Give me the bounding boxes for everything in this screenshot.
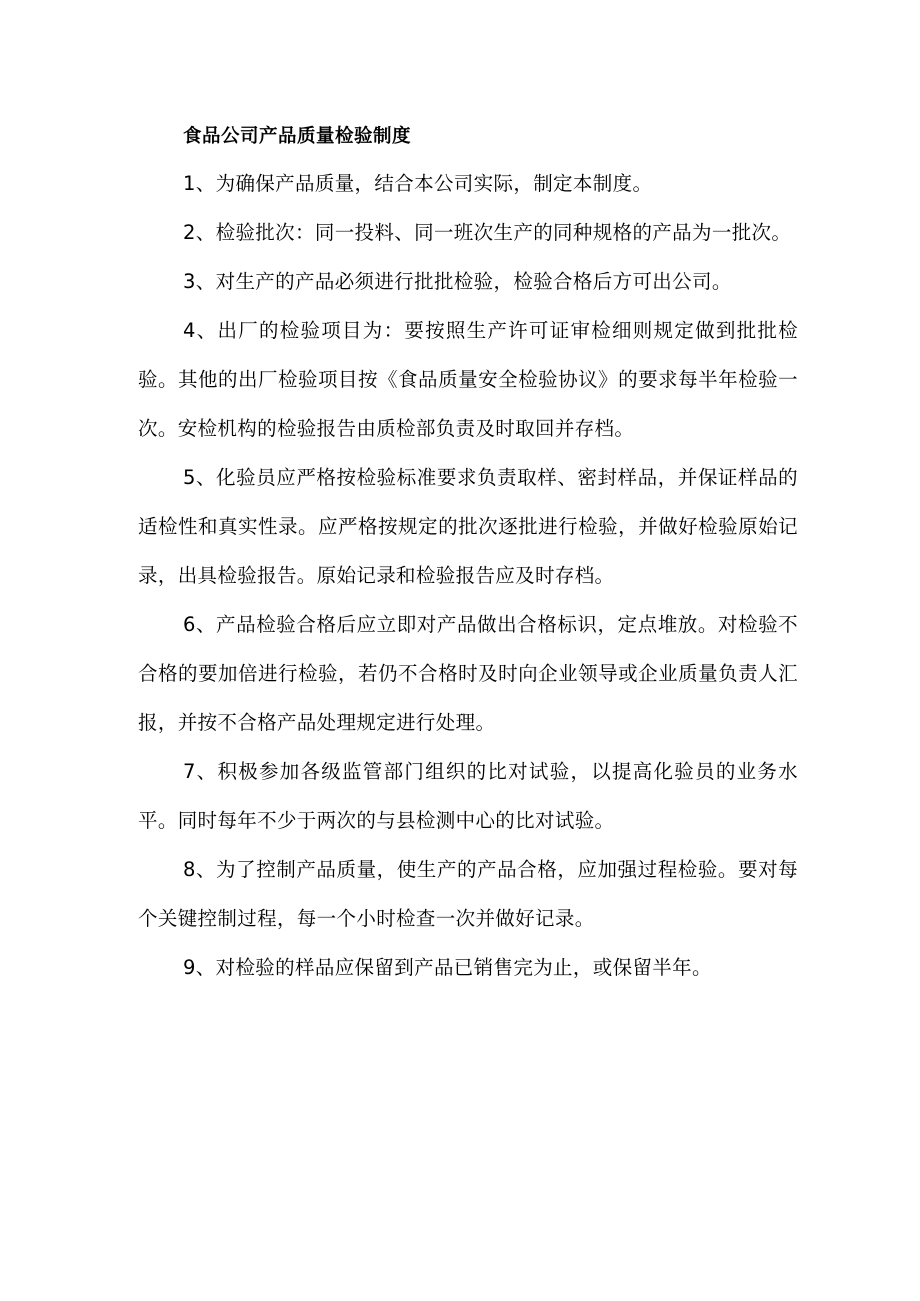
paragraph-7: 7、积极参加各级监管部门组织的比对试验，以提高化验员的业务水平。同时每年不少于两次的与县检测中心的比对试验。 [138, 760, 798, 832]
paragraph-2: 2、检验批次：同一投料、同一班次生产的同种规格的产品为一批次。 [183, 221, 792, 244]
paragraph-8: 8、为了控制产品质量，使生产的产品合格，应加强过程检验。要对每个关键控制过程，每一个小时检查一次并做好记录。 [138, 858, 798, 930]
paragraph-1: 1、为确保产品质量，结合本公司实际，制定本制度。 [183, 172, 653, 195]
paragraph-5: 5、化验员应严格按检验标准要求负责取样、密封样品，并保证样品的适检性和真实性录。应严格按规定的批次逐批进行检验，并做好检验原始记录，出具检验报告。原始记录和检验报告应及时存档。 [138, 466, 798, 587]
paragraph-6: 6、产品检验合格后应立即对产品做出合格标识，定点堆放。对检验不合格的要加倍进行检验，若仍不合格时及时向企业领导或企业质量负责人汇报，并按不合格产品处理规定进行处理。 [138, 613, 798, 734]
paragraph-9: 9、对检验的样品应保留到产品已销售完为止，或保留半年。 [183, 956, 712, 979]
document-body [138, 159, 798, 992]
document-title: 食品公司产品质量检验制度 [183, 126, 412, 147]
paragraph-4: 4、出厂的检验项目为：要按照生产许可证审检细则规定做到批批检验。其他的出厂检验项目按《食品质量安全检验协议》的要求每半年检验一次。安检机构的检验报告由质检部负责及时取回并存档。 [138, 319, 798, 440]
paragraph-3: 3、对生产的产品必须进行批批检验，检验合格后方可出公司。 [183, 270, 732, 293]
